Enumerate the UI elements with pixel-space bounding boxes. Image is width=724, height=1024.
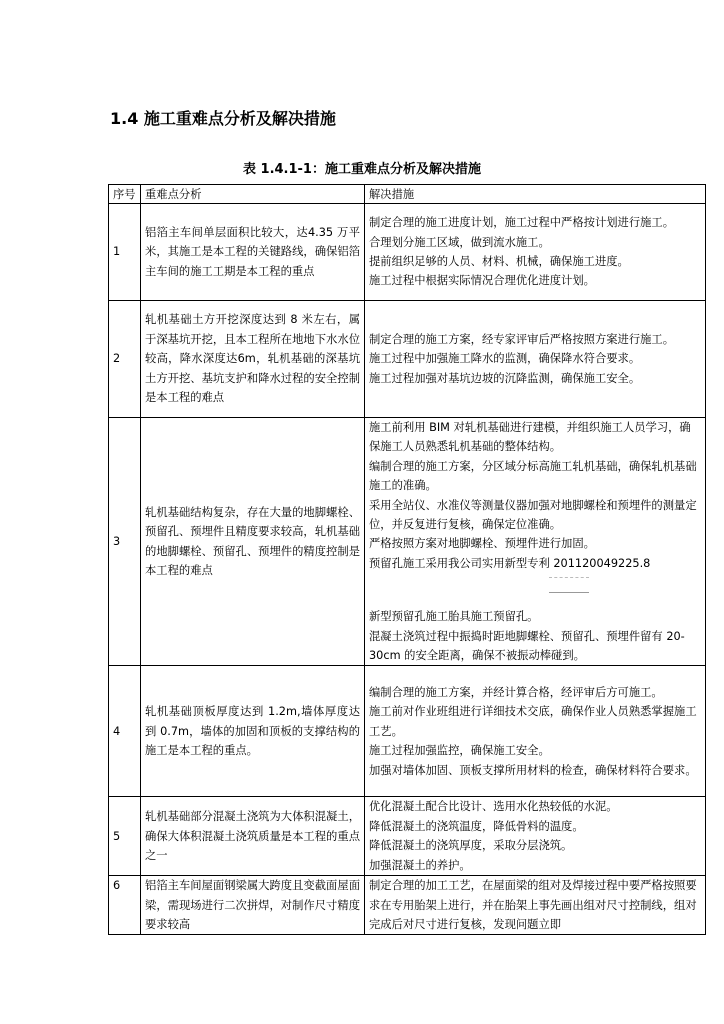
table-row: [109, 797, 706, 876]
patent-stamp-image: [369, 573, 701, 607]
row-no: 2: [109, 301, 141, 418]
measure-item: 制定合理的施工进度计划，施工过程中严格按计划进行施工。: [369, 216, 675, 230]
measure-item: 施工过程加强监控，确保施工安全。: [369, 744, 550, 758]
table-row: [109, 666, 706, 797]
row-no: 3: [109, 418, 141, 666]
header-measures: 解决措施: [365, 185, 706, 204]
measure-item: 施工过程加强对基坑边坡的沉降监测，确保施工安全。: [369, 371, 641, 385]
section-heading: 1.4 施工重难点分析及解决措施: [110, 109, 336, 128]
table-row: [109, 876, 706, 935]
table-caption: 表 1.4.1-1：施工重难点分析及解决措施: [243, 162, 481, 177]
row-measures: [365, 301, 706, 418]
measure-item: 降低混凝土的浇筑温度，降低骨料的温度。: [369, 819, 584, 833]
row-no: 4: [109, 666, 141, 797]
measure-item: 施工前对作业班组进行详细技术交底，确保作业人员熟悉掌握施工工艺。: [369, 705, 697, 738]
measure-item: 提前组织足够的人员、材料、机械，确保施工进度。: [369, 255, 629, 268]
header-no: 序号: [109, 185, 141, 204]
measure-item: 严格按照方案对地脚螺栓、预埋件进行加固。: [369, 537, 595, 551]
measure-item: 加强对墙体加固、顶板支撑所用材料的检查，确保材料符合要求。: [369, 763, 697, 777]
measure-item: 加强混凝土的养护。: [369, 858, 471, 872]
measure-item: 制定合理的加工工艺，在屋面梁的组对及焊接过程中要严格按照要求在专用胎架上进行，并在胎架上事先画出组对尺寸控制线，组对完成后对尺寸进行复核，发现问题立即: [369, 879, 697, 931]
measure-item: 合理划分施工区域，做到流水施工。: [369, 235, 550, 249]
row-measures: [365, 418, 706, 666]
table-row: [109, 204, 706, 301]
row-difficulty: 铝箔主车间单层面积比较大，达4.35 万平米，其施工是本工程的关键路线，确保铝箔主车间的施工工期是本工程的重点: [141, 204, 365, 301]
row-no: 5: [109, 797, 141, 876]
table-row: [109, 301, 706, 418]
row-difficulty: 轧机基础顶板厚度达到 1.2m,墙体厚度达到 0.7m，墙体的加固和顶板的支撑结构的施工是本工程的重点。: [141, 666, 365, 797]
row-difficulty: 轧机基础结构复杂，存在大量的地脚螺栓、预留孔、预埋件且精度要求较高，轧机基础的地脚螺栓、预留孔、预埋件的精度控制是本工程的难点: [141, 418, 365, 666]
header-difficulty: 重难点分析: [141, 185, 365, 204]
row-measures: [365, 666, 706, 797]
row-difficulty: 轧机基础土方开挖深度达到 8 米左右，属于深基坑开挖，且本工程所在地地下水水位较高，降水深度达6m，轧机基础的深基坑土方开挖、基坑支护和降水过程的安全控制是本工程的难点: [141, 301, 365, 418]
measure-item: 新型预留孔施工胎具施工预留孔。: [369, 610, 539, 624]
measure-item: 预留孔施工采用我公司实用新型专利 201120049225.8: [369, 556, 651, 570]
measure-item: 施工过程中根据实际情况合理优化进度计划。: [369, 274, 595, 288]
table-header-row: [109, 185, 706, 204]
measure-item: 采用全站仪、水准仪等测量仪器加强对地脚螺栓和预埋件的测量定位，并反复进行复核，确保定位准确。: [369, 498, 697, 532]
row-no: 1: [109, 204, 141, 301]
measure-item: 制定合理的施工方案，经专家评审后严格按照方案进行施工。: [369, 332, 675, 346]
measure-item: 编制合理的施工方案，并经计算合格，经评审后方可施工。: [369, 685, 663, 699]
row-difficulty: 轧机基础部分混凝土浇筑为大体积混凝土，确保大体积混凝土浇筑质量是本工程的重点之一: [141, 797, 365, 876]
row-measures: [365, 876, 706, 935]
measure-item: 编制合理的施工方案，分区域分标高施工轧机基础，确保轧机基础施工的准确。: [369, 459, 697, 493]
difficulty-table: [108, 184, 706, 935]
measure-item: 降低混凝土的浇筑厚度，采取分层浇筑。: [369, 839, 573, 853]
measure-item: 施工过程中加强施工降水的监测，确保降水符合要求。: [369, 352, 641, 366]
table-row: [109, 418, 706, 666]
stamp-mark: [549, 577, 589, 593]
measure-item: 混凝土浇筑过程中振捣时距地脚螺栓、预留孔、预埋件留有 20-30cm 的安全距离，确保不被振动棒碰到。: [369, 629, 685, 663]
measure-item: 优化混凝土配合比设计、选用水化热较低的水泥。: [369, 800, 618, 814]
measure-item: 施工前利用 BIM 对轧机基础进行建模，并组织施工人员学习，确保施工人员熟悉轧机基础的整体结构。: [369, 421, 691, 454]
row-measures: [365, 204, 706, 301]
row-no: 6: [109, 876, 141, 935]
row-measures: [365, 797, 706, 876]
row-difficulty: 铝箔主车间屋面钢梁属大跨度且变截面屋面梁，需现场进行二次拼焊，对制作尺寸精度要求较高: [141, 876, 365, 935]
